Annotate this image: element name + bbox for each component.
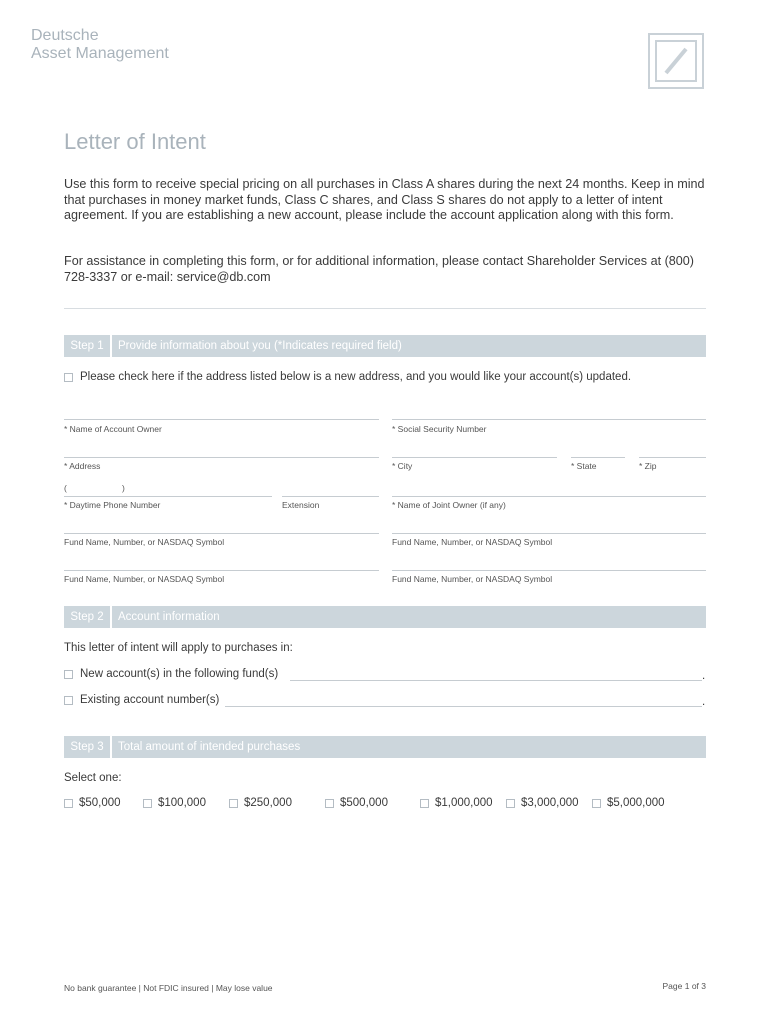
- phone-area-close: ): [122, 483, 125, 493]
- amount-label-1000000: $1,000,000: [435, 797, 493, 809]
- joint-owner-field[interactable]: [392, 496, 706, 497]
- phone-label: * Daytime Phone Number: [64, 500, 161, 510]
- address-field[interactable]: [64, 457, 379, 458]
- fund-label-1: Fund Name, Number, or NASDAQ Symbol: [64, 537, 225, 547]
- new-account-fund-field[interactable]: [290, 680, 702, 681]
- contact-paragraph: For assistance in completing this form, or for additional information, please contact Shareholder Services at (800) 728-3337 or e-mail: service@db.com: [64, 254, 694, 284]
- brand-line-2: Asset Management: [31, 45, 169, 62]
- phone-area-open: (: [64, 483, 67, 493]
- zip-label: * Zip: [639, 461, 657, 471]
- existing-account-checkbox[interactable]: [64, 696, 73, 705]
- step-1-header: [64, 335, 706, 357]
- new-account-period: .: [702, 670, 706, 682]
- step-1-number: Step 1: [64, 335, 112, 357]
- fund-field-1[interactable]: [64, 533, 379, 534]
- existing-account-label: Existing account number(s): [80, 694, 220, 706]
- extension-label: Extension: [282, 500, 320, 510]
- existing-account-number-field[interactable]: [225, 706, 702, 707]
- state-label: * State: [571, 461, 597, 471]
- phone-field[interactable]: [64, 496, 272, 497]
- fund-field-2[interactable]: [392, 533, 706, 534]
- fund-field-4[interactable]: [392, 570, 706, 571]
- deutsche-bank-logo-icon: [648, 33, 704, 89]
- amount-checkbox-3000000[interactable]: [506, 799, 515, 808]
- brand-name: [31, 27, 169, 63]
- zip-field[interactable]: [639, 457, 706, 458]
- fund-label-4: Fund Name, Number, or NASDAQ Symbol: [392, 574, 553, 584]
- city-label: * City: [392, 461, 413, 471]
- brand-line-1: Deutsche: [31, 27, 99, 44]
- step-2-title: Account information: [118, 611, 220, 623]
- existing-account-period: .: [702, 696, 706, 708]
- amount-label-50000: $50,000: [79, 797, 121, 809]
- name-label: * Name of Account Owner: [64, 424, 162, 434]
- select-one-label: Select one:: [64, 772, 122, 784]
- amount-checkbox-500000[interactable]: [325, 799, 334, 808]
- divider: [64, 308, 706, 309]
- amount-label-250000: $250,000: [244, 797, 292, 809]
- fund-label-2: Fund Name, Number, or NASDAQ Symbol: [392, 537, 553, 547]
- new-address-label: Please check here if the address listed below is a new address, and you would like your account(s) updated.: [80, 371, 632, 383]
- step-2-number: Step 2: [64, 606, 112, 628]
- amount-checkbox-50000[interactable]: [64, 799, 73, 808]
- fund-field-3[interactable]: [64, 570, 379, 571]
- step-3-number: Step 3: [64, 736, 112, 758]
- state-field[interactable]: [571, 457, 625, 458]
- step-3-title: Total amount of intended purchases: [118, 741, 301, 753]
- page-number: Page 1 of 3: [662, 981, 706, 991]
- ssn-label: * Social Security Number: [392, 424, 487, 434]
- joint-owner-label: * Name of Joint Owner (if any): [392, 500, 506, 510]
- ssn-field[interactable]: [392, 419, 706, 420]
- amount-label-500000: $500,000: [340, 797, 388, 809]
- address-label: * Address: [64, 461, 101, 471]
- amount-checkbox-5000000[interactable]: [592, 799, 601, 808]
- new-account-label: New account(s) in the following fund(s): [80, 668, 279, 680]
- amount-checkbox-250000[interactable]: [229, 799, 238, 808]
- new-address-checkbox[interactable]: [64, 373, 73, 382]
- step-2-header: [64, 606, 706, 628]
- new-account-checkbox[interactable]: [64, 670, 73, 679]
- intro-paragraph: Use this form to receive special pricing on all purchases in Class A shares during the next 24 months. Keep in mind that purchases in money market funds, Class C shares, and Class S shares do not apply to a letter of intent agreement. If you are establishing a new account, please include the account application along with this form.: [64, 177, 705, 223]
- name-field[interactable]: [64, 419, 379, 420]
- page-title: Letter of Intent: [64, 129, 206, 154]
- footer-disclaimer: No bank guarantee | Not FDIC insured | May lose value: [64, 983, 273, 993]
- amount-label-3000000: $3,000,000: [521, 797, 579, 809]
- extension-field[interactable]: [282, 496, 379, 497]
- amount-checkbox-100000[interactable]: [143, 799, 152, 808]
- amount-label-100000: $100,000: [158, 797, 206, 809]
- amount-checkbox-1000000[interactable]: [420, 799, 429, 808]
- fund-label-3: Fund Name, Number, or NASDAQ Symbol: [64, 574, 225, 584]
- step-3-header: [64, 736, 706, 758]
- city-field[interactable]: [392, 457, 557, 458]
- step-2-intro: This letter of intent will apply to purchases in:: [64, 642, 293, 654]
- step-1-title: Provide information about you (*Indicates required field): [118, 340, 402, 352]
- amount-label-5000000: $5,000,000: [607, 797, 665, 809]
